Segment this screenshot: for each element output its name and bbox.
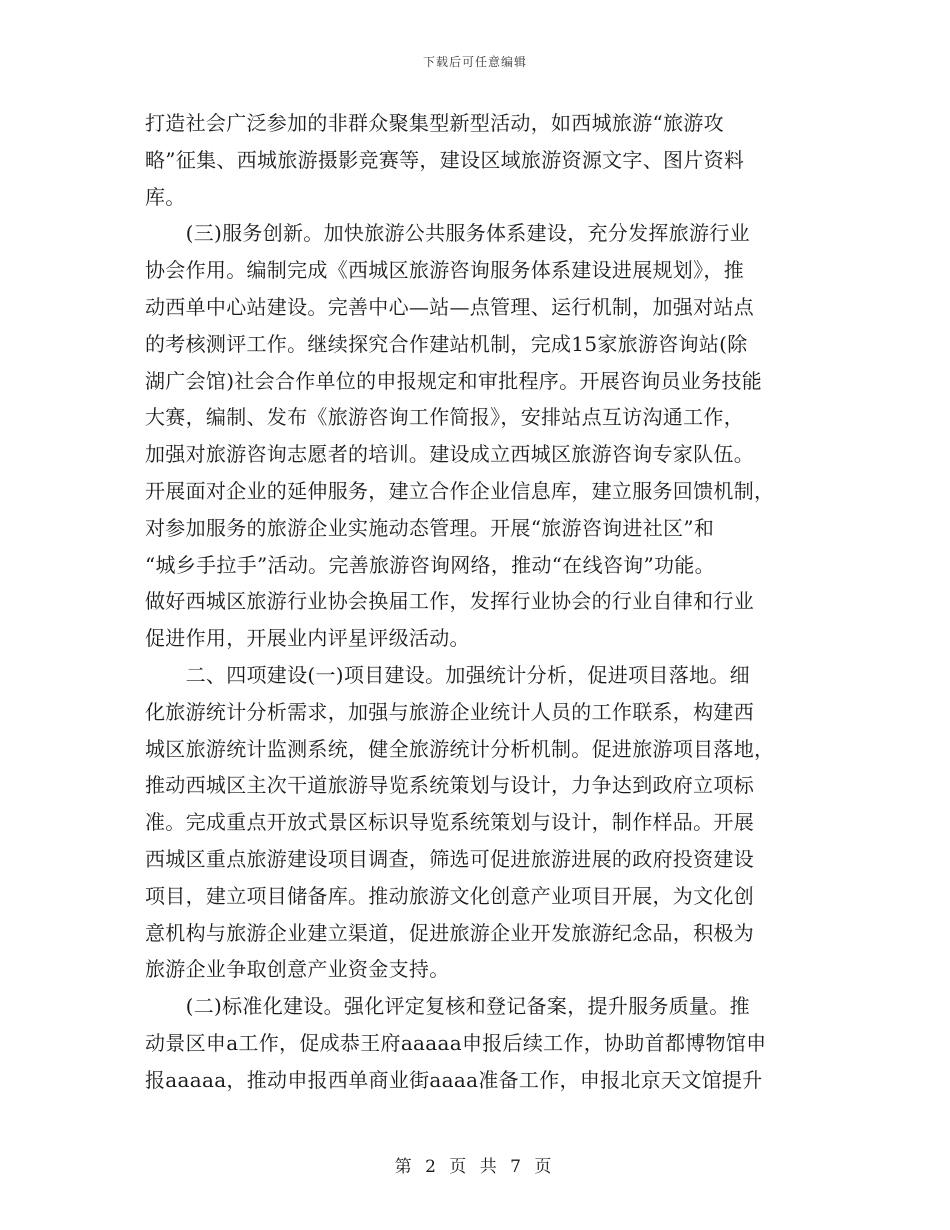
text-line: 西城区重点旅游建设项目调查，筛选可促进旅游进展的政府投资建设 (145, 846, 754, 871)
text-line: 旅游企业争取创意产业资金支持。 (145, 957, 450, 982)
text-line: 意机构与旅游企业建立渠道，促进旅游企业开发旅游纪念品，积极为 (145, 920, 754, 945)
text-line: 湖广会馆)社会合作单位的申报规定和审批程序。开展咨询员业务技能 (145, 368, 763, 393)
text-line: 做好西城区旅游行业协会换届工作，发挥行业协会的行业自律和行业 (145, 589, 754, 614)
text-line: 开展面对企业的延伸服务，建立合作企业信息库，建立服务回馈机制， (145, 478, 775, 503)
text-line: 对参加服务的旅游企业实施动态管理。开展“旅游咨询进社区”和 (145, 515, 715, 540)
text-line: 报aaaaa，推动申报西单商业街aaaa准备工作，申报北京天文馆提升 (145, 1067, 763, 1092)
text-line: 大赛，编制、发布《旅游咨询工作简报》，安排站点互访沟通工作， (145, 405, 744, 430)
text-line: 动景区申a工作，促成恭王府aaaaa申报后续工作，协助首都博物馆申 (145, 1030, 767, 1055)
text-line: (三)服务创新。加快旅游公共服务体系建设，充分发挥旅游行业 (145, 221, 750, 246)
text-line: 加强对旅游咨询志愿者的培训。建设成立西城区旅游咨询专家队伍。 (145, 442, 754, 467)
text-line: “城乡手拉手”活动。完善旅游咨询网络，推动“在线咨询”功能。 (145, 552, 715, 577)
text-line: 项目，建立项目储备库。推动旅游文化创意产业项目开展，为文化创 (145, 883, 754, 908)
text-line: 化旅游统计分析需求，加强与旅游企业统计人员的工作联系，构建西 (145, 699, 754, 724)
text-line: 促进作用，开展业内评星评级活动。 (145, 626, 470, 651)
text-line: 准。完成重点开放式景区标识导览系统策划与设计，制作样品。开展 (145, 810, 754, 835)
text-line: 的考核测评工作。继续探究合作建站机制，完成15家旅游咨询站(除 (145, 331, 748, 356)
page-header: 下载后可任意编辑 (422, 55, 527, 69)
page-footer: 第 2 页 共 7 页 (394, 1157, 556, 1177)
text-line: (二)标准化建设。强化评定复核和登记备案，提升服务质量。推 (145, 994, 750, 1019)
text-line: 城区旅游统计监测系统，健全旅游统计分析机制。促进旅游项目落地， (145, 736, 775, 761)
text-line: 协会作用。编制完成《西城区旅游咨询服务体系建设进展规划》，推 (145, 258, 744, 283)
text-line: 动西单中心站建设。完善中心—站—点管理、运行机制，加强对站点 (145, 294, 754, 319)
text-line: 打造社会广泛参加的非群众聚集型新型活动，如西城旅游“旅游攻 (145, 111, 724, 135)
text-line: 略”征集、西城旅游摄影竞赛等，建设区域旅游资源文字、图片资料 (145, 147, 745, 172)
document-body (145, 105, 805, 1099)
text-line: 推动西城区主次干道旅游导览系统策划与设计，力争达到政府立项标 (145, 773, 754, 798)
text-line: 二、四项建设(一)项目建设。加强统计分析，促进项目落地。细 (145, 662, 750, 687)
text-line: 库。 (145, 184, 186, 209)
